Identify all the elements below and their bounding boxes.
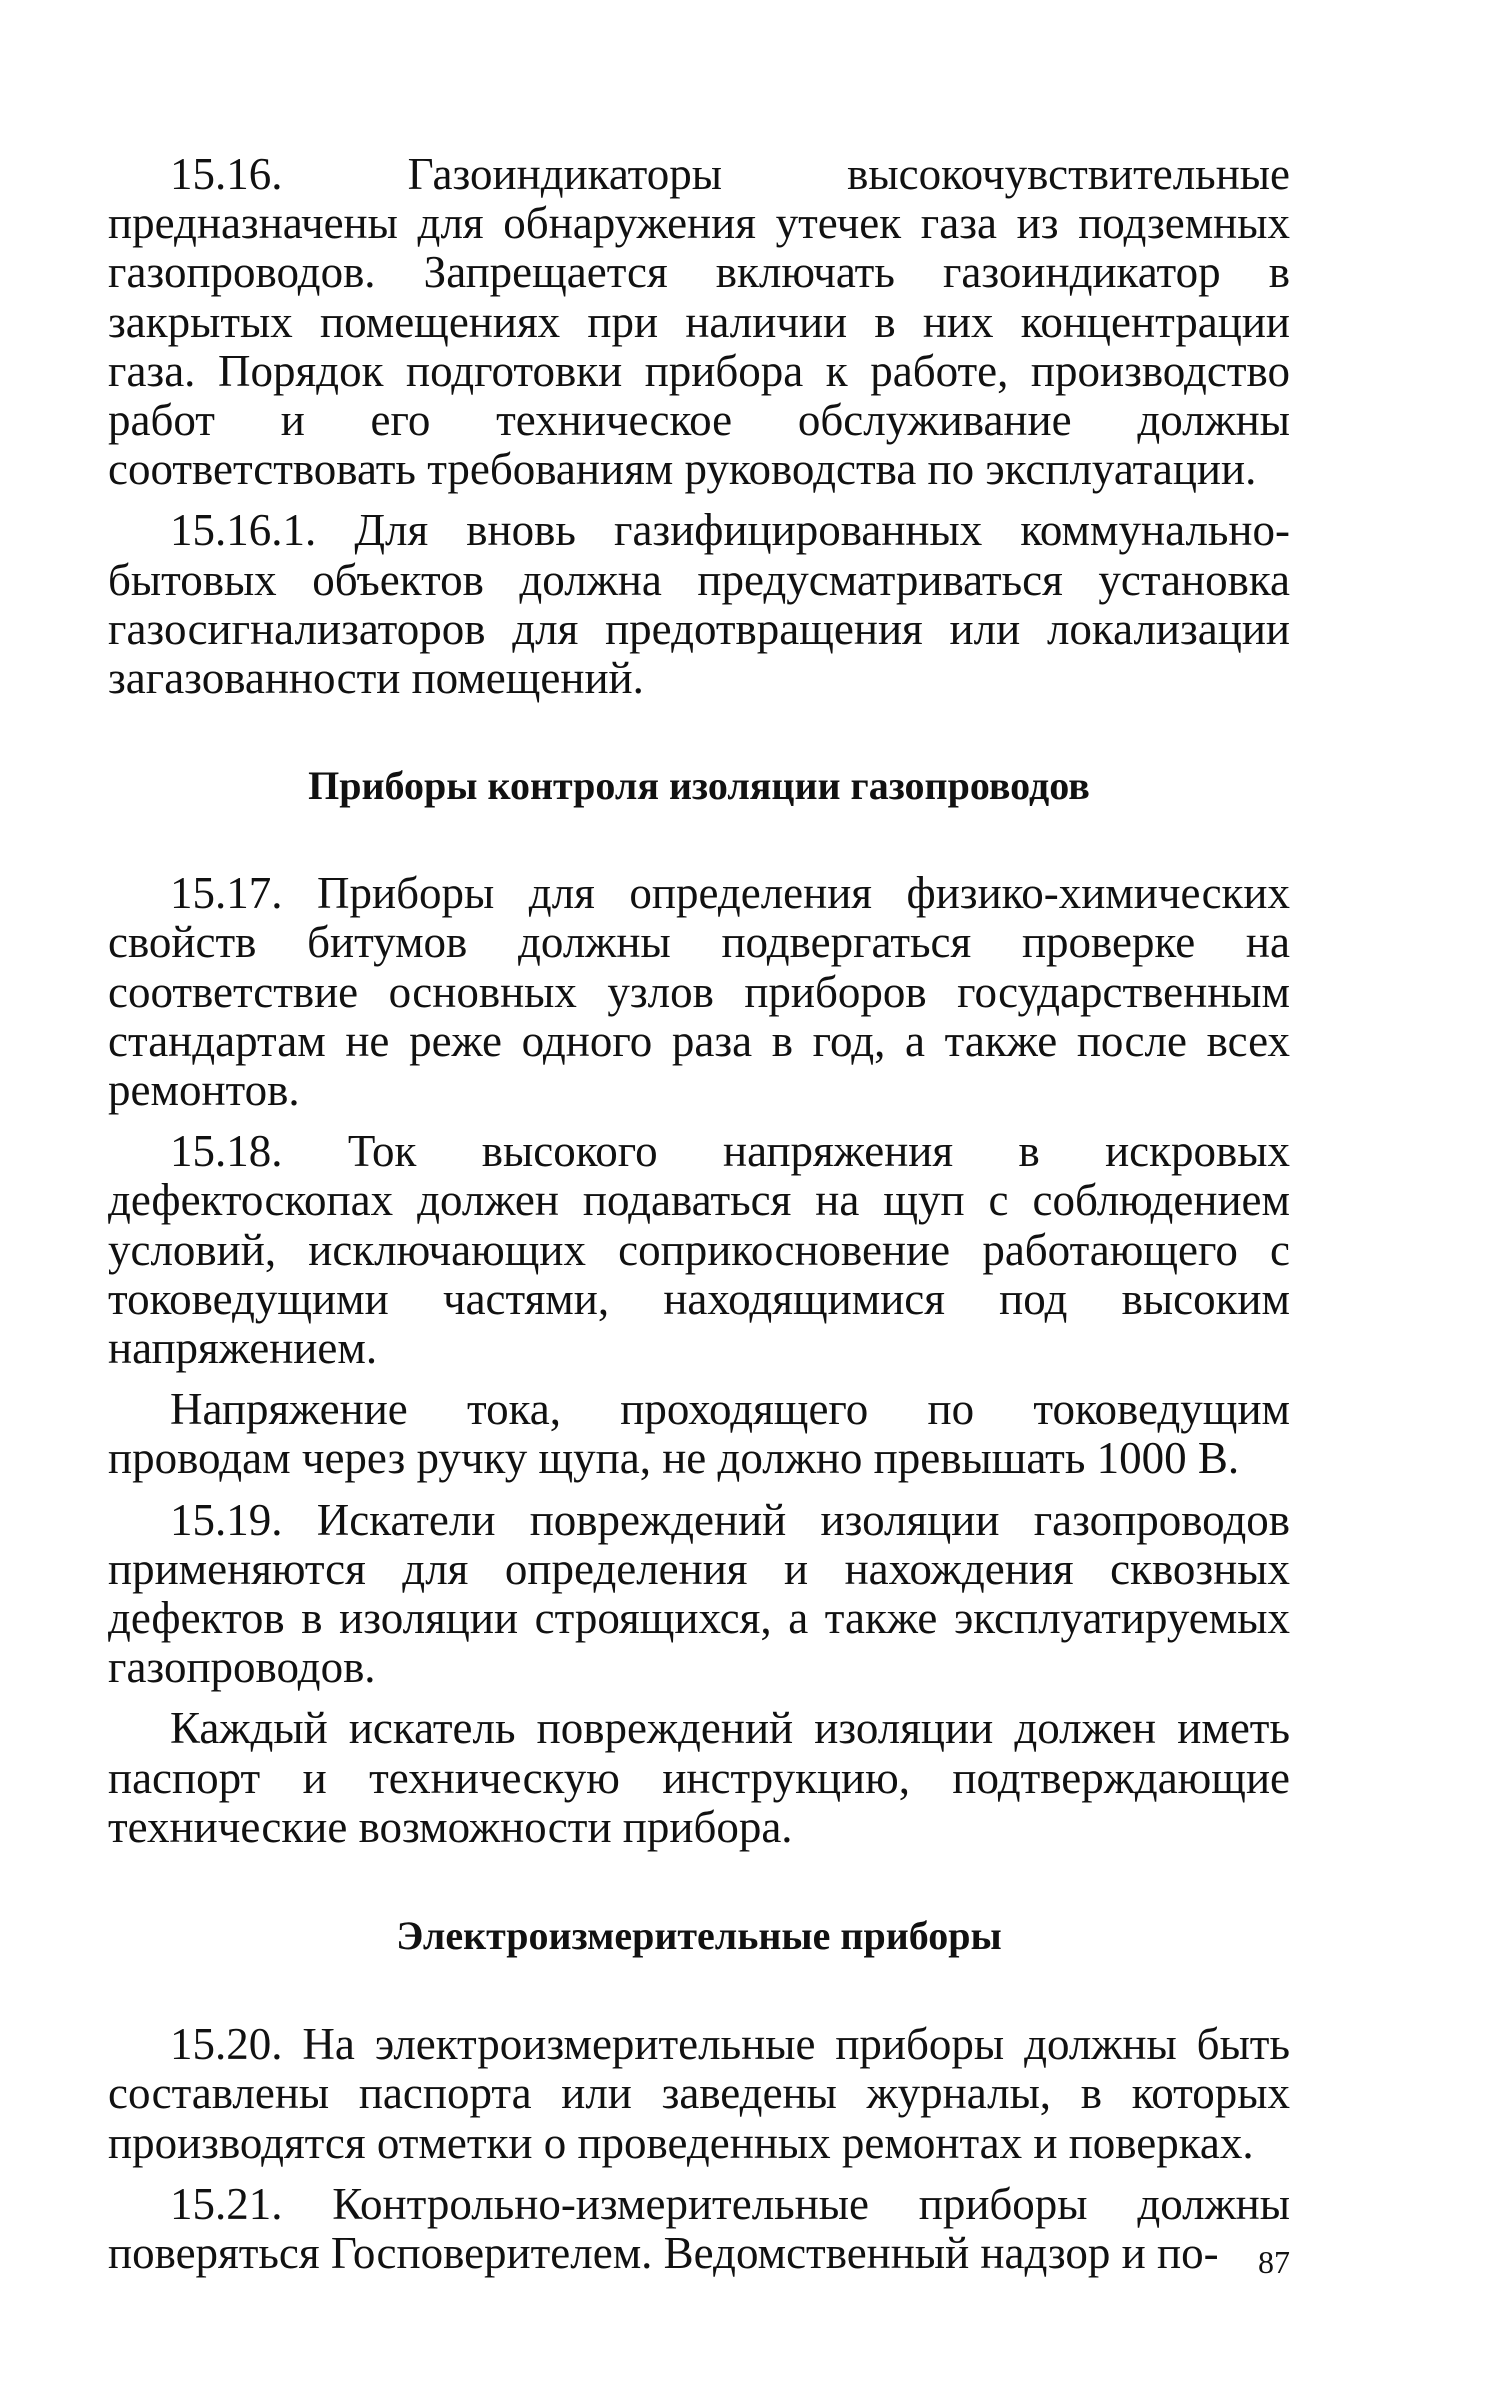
document-page (108, 150, 1290, 2278)
section-heading-insulation-control: Приборы контроля изоляции газопроводов (308, 763, 1090, 809)
page-number: 87 (1258, 2244, 1290, 2280)
paragraph-15-17: 15.17. Приборы для определения физико-химических свойств битумов должны подвергаться проверке на соответствие основных узлов приборов государственным стандартам не реже одного раза в год, а также после всех ремонтов. (108, 868, 1290, 1116)
paragraph-15-19: 15.19. Искатели повреждений изоляции газопроводов применяются для определения и нахождения сквозных дефектов в изоляции строящихся, а также эксплуатируемых газопроводов. (108, 1494, 1290, 1693)
paragraph-15-16-1: 15.16.1. Для вновь газифицированных коммунально-бытовых объектов должна предусматриваться установка газосигнализаторов для предотвращения или локализации загазованности помещений. (108, 505, 1290, 704)
paragraph-15-18: 15.18. Ток высокого напряжения в искровых дефектоскопах должен подаваться на щуп с соблюдением условий, исключающих соприкосновение работающего с токоведущими частями, находящимися под высоким напряжением. (108, 1126, 1290, 1374)
paragraph-15-16: 15.16. Газоиндикаторы высокочувствительные предназначены для обнаружения утечек газа из подземных газопроводов. Запрещается включать газоиндикатор в закрытых помещениях при наличии в них концентрации газа. Порядок подготовки прибора к работе, производство работ и его техническое обслуживание должны соответствовать требованиям руководства по эксплуатации. (108, 149, 1290, 495)
paragraph-voltage: Напряжение тока, проходящего по токоведущим проводам через ручку щупа, не должно превышать 1000 В. (108, 1384, 1290, 1484)
section-heading-electrical-instruments: Электроизмерительные приборы (396, 1913, 1002, 1959)
paragraph-detector-passport: Каждый искатель повреждений изоляции должен иметь паспорт и техническую инструкцию, подтверждающие технические возможности прибора. (108, 1703, 1290, 1852)
paragraph-15-20: 15.20. На электроизмерительные приборы должны быть составлены паспорта или заведены журналы, в которых производятся отметки о проведенных ремонтах и поверках. (108, 2019, 1290, 2168)
paragraph-15-21: 15.21. Контрольно-измерительные приборы должны поверяться Госповерителем. Ведомственный надзор и по- (108, 2178, 1290, 2278)
